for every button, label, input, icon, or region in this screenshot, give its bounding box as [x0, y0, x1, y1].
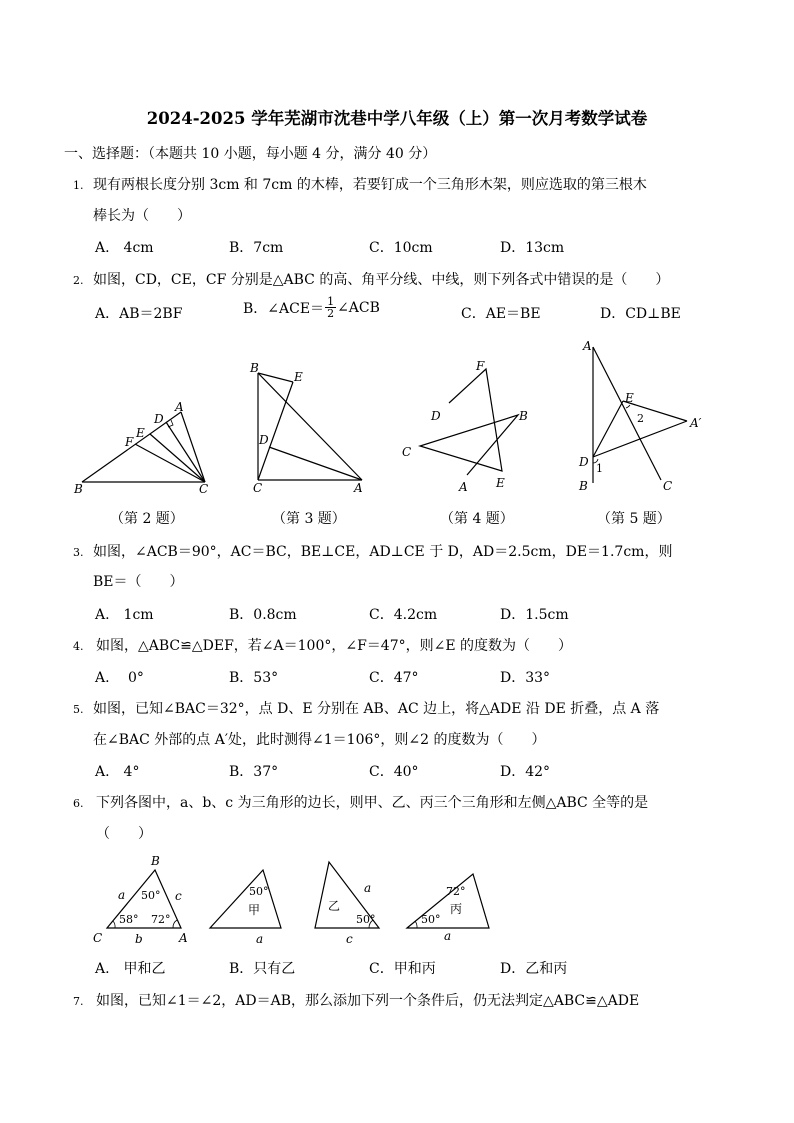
q4-option-b: B．53° — [229, 670, 279, 686]
q5-option-a: A. 4° — [95, 764, 140, 780]
fig3-label-b: B — [250, 361, 259, 375]
q3-option-d: D．1.5cm — [500, 607, 569, 623]
fig3-label-d: D — [259, 433, 269, 447]
q2-option-c: C．AE＝BE — [461, 306, 541, 322]
abc-side-c: c — [175, 889, 182, 903]
fraction-denominator: 2 — [327, 307, 335, 320]
q2-option-b-pre: B．∠ACE＝ — [243, 300, 325, 317]
q4-option-d: D．33° — [500, 670, 551, 686]
yi-side-c: c — [346, 932, 353, 946]
fig5-label-a: A — [583, 339, 592, 353]
fig5-label-a-prime: A′ — [690, 416, 702, 430]
q3-line2: BE＝（ ） — [93, 574, 184, 590]
q6-option-d: D．乙和丙 — [500, 961, 568, 977]
fig2-label-d: D — [154, 412, 164, 426]
q1-option-b: B．7cm — [229, 240, 284, 256]
q5-option-b: B．37° — [229, 764, 279, 780]
caption-fig4: （第 4 题） — [440, 511, 514, 527]
fig4-label-a: A — [459, 480, 468, 494]
abc-side-a: a — [118, 888, 126, 902]
caption-fig3: （第 3 题） — [272, 511, 346, 527]
q6-option-b: B．只有乙 — [229, 961, 296, 977]
q5-line2: 在∠BAC 外部的点 A′处，此时测得∠1＝106°，则∠2 的度数为（ ） — [93, 732, 546, 748]
q2-number: 2. — [73, 274, 84, 287]
abc-label-a: A — [179, 931, 188, 945]
q5-option-c: C．40° — [369, 764, 419, 780]
fig2-label-b: B — [74, 482, 83, 496]
fig5-label-b: B — [579, 479, 588, 493]
section-header: 一、选择题：（本题共 10 小题，每小题 4 分，满分 40 分） — [64, 146, 437, 162]
q2-option-b-post: ∠ACB — [337, 299, 380, 316]
fig2-label-c: C — [199, 482, 209, 496]
fig4-label-c: C — [402, 445, 412, 459]
bing-angle-2: 50° — [421, 913, 441, 926]
yi-name: 乙 — [328, 899, 341, 913]
jia-angle: 50° — [249, 885, 269, 898]
fig2-label-f: F — [125, 435, 134, 449]
q3-option-c: C．4.2cm — [369, 607, 438, 623]
fig5-label-c: C — [663, 479, 673, 493]
q3-option-a: A. 1cm — [95, 607, 154, 623]
q2-line1: 如图，CD，CE，CF 分别是△ABC 的高、角平分线、中线，则下列各式中错误的是（ ） — [93, 272, 670, 288]
q6-option-c: C．甲和丙 — [369, 961, 436, 977]
q1-option-d: D．13cm — [500, 240, 565, 256]
jia-side-a: a — [256, 932, 264, 946]
fig3-label-c: C — [253, 481, 263, 495]
q1-option-c: C．10cm — [369, 240, 433, 256]
fraction-numerator: 1 — [327, 295, 335, 308]
fig4-label-b: B — [519, 409, 528, 423]
abc-label-c: C — [93, 931, 103, 945]
q6-option-a: A. 甲和乙 — [95, 961, 166, 977]
q4-number: 4. — [73, 640, 84, 653]
figure-3 — [258, 373, 362, 480]
fig4-label-d: D — [431, 409, 441, 423]
q5-option-d: D．42° — [500, 764, 551, 780]
fig5-label-d: D — [579, 455, 589, 469]
q4-line1: 如图，△ABC≌△DEF，若∠A＝100°，∠F＝47°，则∠E 的度数为（ ） — [96, 638, 573, 654]
half-fraction — [325, 296, 336, 319]
figures-row — [60, 335, 740, 505]
q7-line1: 如图，已知∠1＝∠2，AD＝AB，那么添加下列一个条件后，仍无法判定△ABC≌△ADE — [96, 993, 640, 1009]
fig2-label-a: A — [175, 400, 184, 414]
q1-line1: 现有两根长度分别 3cm 和 7cm 的木棒，若要钉成一个三角形木架，则应选取的第三根木 — [93, 177, 647, 193]
q3-number: 3. — [73, 546, 84, 559]
q7-number: 7. — [73, 995, 84, 1008]
q4-option-a: A. 0° — [95, 670, 144, 686]
q1-option-a: A. 4cm — [95, 240, 154, 256]
jia-name: 甲 — [248, 903, 261, 917]
fig4-label-e: E — [496, 476, 505, 490]
fig5-label-1: 1 — [596, 462, 603, 475]
yi-side-a: a — [364, 881, 372, 895]
figure-2 — [82, 412, 205, 482]
bing-name: 丙 — [450, 902, 463, 916]
fig4-label-f: F — [476, 359, 485, 373]
page-title: 2024-2025 学年芜湖市沈巷中学八年级（上）第一次月考数学试卷 — [146, 109, 648, 128]
bing-angle-1: 72° — [446, 885, 466, 898]
q6-line2: （ ） — [96, 826, 152, 842]
q1-number: 1. — [73, 179, 84, 192]
q5-line1: 如图，已知∠BAC＝32°，点 D、E 分别在 AB、AC 边上，将△ADE 沿 DE 折叠，点 A 落 — [93, 701, 660, 717]
q5-number: 5. — [73, 703, 84, 716]
abc-angle-b: 50° — [141, 889, 161, 902]
abc-side-b: b — [135, 932, 143, 946]
q1-line2: 棒长为（ ） — [93, 208, 191, 224]
q2-option-d: D．CD⊥BE — [600, 306, 681, 322]
abc-angle-a: 72° — [151, 913, 171, 926]
q4-option-c: C．47° — [369, 670, 419, 686]
triangle-bing — [407, 874, 489, 928]
fig3-label-e: E — [294, 370, 303, 384]
q6-triangles — [85, 850, 505, 950]
caption-fig5: （第 5 题） — [597, 511, 671, 527]
fig3-label-a: A — [354, 481, 363, 495]
abc-angle-c: 58° — [119, 913, 139, 926]
q2-option-a: A．AB＝2BF — [95, 306, 183, 322]
fig5-label-e: E — [625, 391, 634, 405]
q3-line1: 如图，∠ACB＝90°，AC＝BC，BE⊥CE，AD⊥CE 于 D，AD＝2.5cm，DE＝1.7cm，则 — [93, 544, 673, 560]
yi-angle: 50° — [356, 913, 376, 926]
fig5-label-2: 2 — [637, 412, 644, 425]
abc-label-b: B — [151, 854, 160, 868]
caption-fig2: （第 2 题） — [110, 511, 184, 527]
q2-option-b — [243, 296, 380, 319]
q6-line1: 下列各图中，a、b、c 为三角形的边长，则甲、乙、丙三个三角形和左侧△ABC 全等的是 — [96, 795, 649, 811]
q3-option-b: B．0.8cm — [229, 607, 297, 623]
bing-side-a: a — [444, 929, 452, 943]
q6-number: 6. — [73, 797, 84, 810]
fig2-label-e: E — [136, 426, 145, 440]
triangle-jia — [210, 870, 281, 928]
